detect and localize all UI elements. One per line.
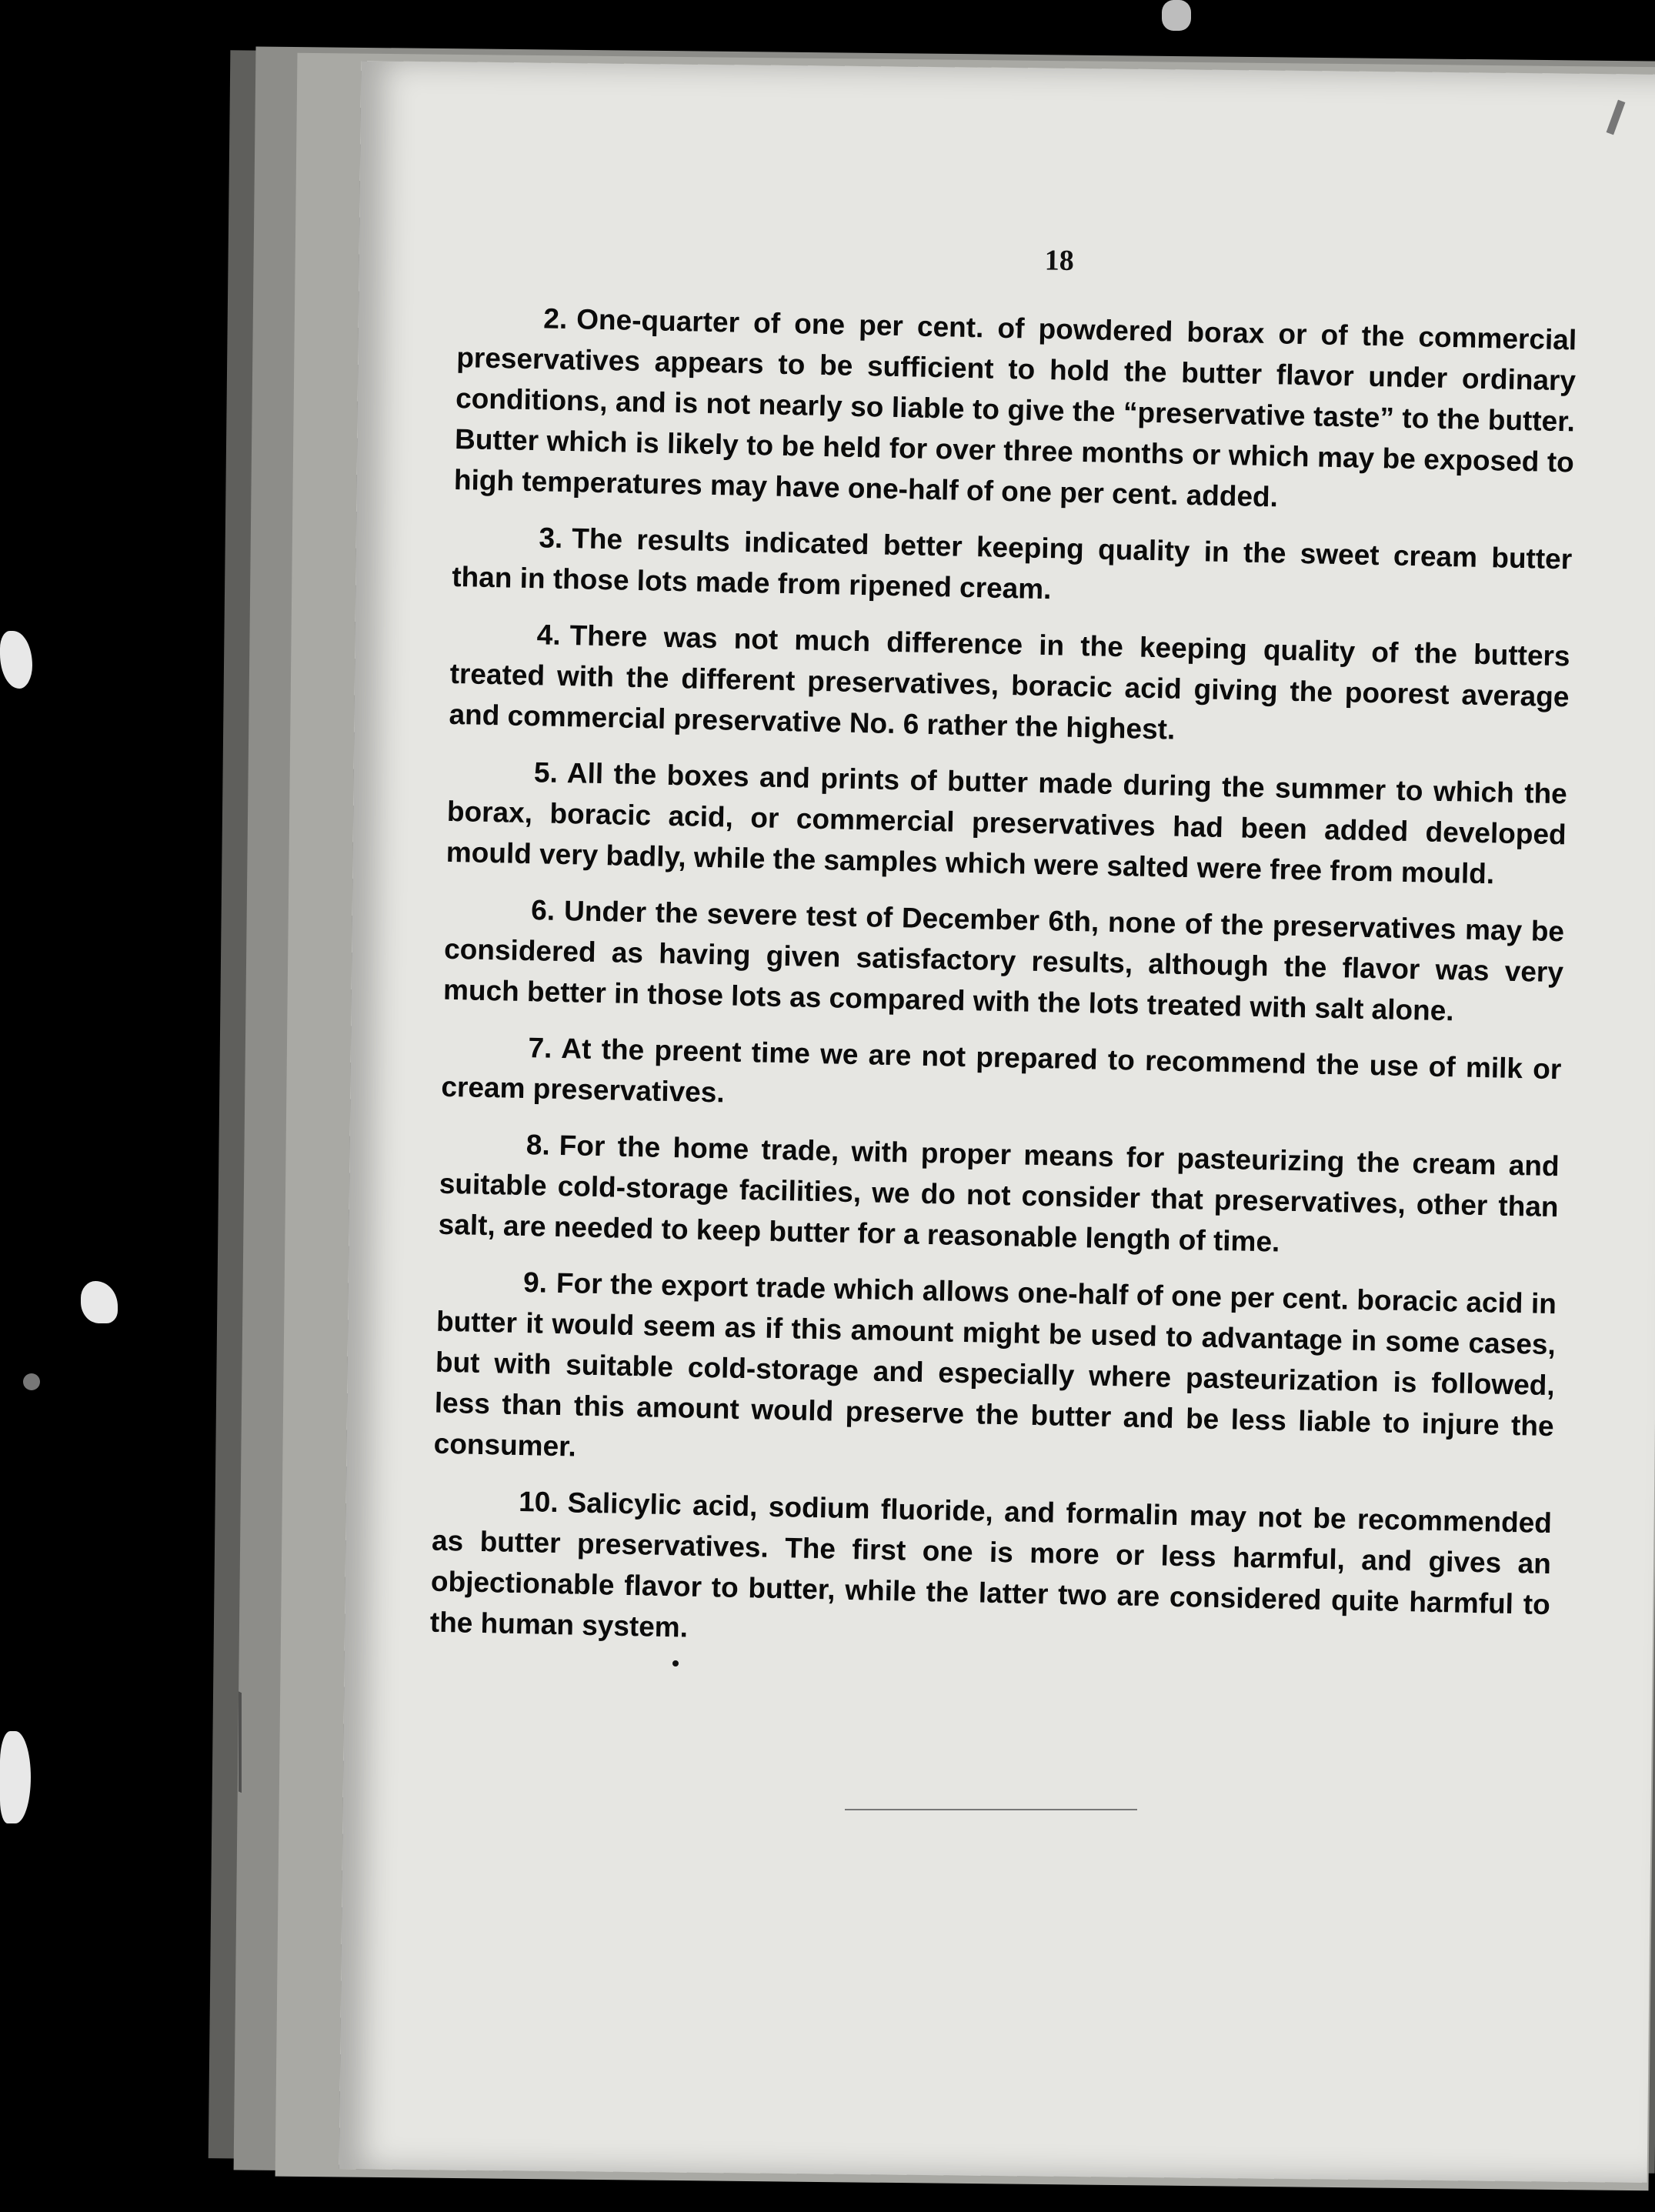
paragraph-text: For the home trade, with proper means for pasteurizing the cream and suitable cold-storage facilities, we do not consider that preservatives, other than salt, are needed to keep butter for a reasonable length of time.	[438, 1129, 1560, 1258]
item-number: 5.	[533, 756, 559, 789]
item-number: 8.	[526, 1129, 551, 1161]
page-number: 18	[1044, 244, 1074, 277]
item-number: 4.	[536, 619, 562, 651]
paragraph-4	[449, 612, 1570, 758]
paragraph-text: There was not much difference in the keeping quality of the butters treated with the different preservatives, boracic acid giving the poorest average and commercial preservative No. 6 rather the highest.	[449, 619, 1570, 746]
end-dot	[672, 1660, 679, 1667]
paragraph-text: The results indicated better keeping quality in the sweet cream butter than in those lots made from ripened cream.	[451, 522, 1573, 606]
paragraph-7	[441, 1026, 1562, 1130]
item-number: 9.	[522, 1266, 548, 1299]
page-body	[429, 296, 1577, 1681]
item-number: 3.	[539, 522, 563, 554]
paragraph-text: All the boxes and prints of butter made during the summer to which the borax, boracic acid, or commercial preservatives had been added developed mould very badly, while the samples which were salted were free from mould.	[445, 757, 1568, 890]
item-number: 6.	[530, 894, 556, 926]
paragraph-6	[443, 888, 1565, 1033]
paragraph-3	[452, 515, 1573, 620]
scan-artifact	[0, 1731, 31, 1823]
paragraph-text: One-quarter of one per cent. of powdered borax or of the commercial preservatives appears to be sufficient to hold the butter flavor under ordinary conditions, and is not nearly so liable to give the “preservative taste” to the butter. Butter which is likely to be held for over three months or which may be exposed to high temperatures may have one-half of one per cent. added.	[453, 303, 1577, 513]
paragraph-5	[445, 750, 1567, 896]
item-number: 10.	[518, 1486, 559, 1519]
paragraph-10	[429, 1480, 1552, 1666]
scan-artifact	[23, 1373, 40, 1390]
item-number: 7.	[528, 1032, 552, 1064]
paragraph-text: Salicylic acid, sodium fluoride, and formalin may not be recommended as butter preservatives. The first one is more or less harmful, and gives an objectionable flavor to butter, while the latter two are considered quite harmful to the human system.	[429, 1486, 1553, 1643]
paragraph-9	[433, 1260, 1557, 1487]
scan-artifact	[0, 631, 32, 689]
paragraph-text: Under the severe test of December 6th, none of the preservatives may be considered as having given satisfactory results, although the flavor was very much better in those lots as compared with the lots treated with salt alone.	[442, 895, 1565, 1027]
paragraph-text: At the preent time we are not prepared to recommend the use of milk or cream preservatives.	[441, 1033, 1562, 1109]
item-number: 2.	[542, 302, 568, 335]
paragraph-8	[438, 1123, 1560, 1268]
paragraph-2	[453, 296, 1577, 523]
paragraph-text: For the export trade which allows one-half of one per cent. boracic acid in butter it would seem as if this amount might be used to advantage in some cases, but with suitable cold-storage and especially where pasteurization is followed, less than this amount would preserve the butter and be less liable to injure the consumer.	[433, 1266, 1557, 1463]
end-rule	[845, 1809, 1137, 1810]
binding-mark	[208, 1677, 242, 1793]
scan-artifact	[81, 1281, 118, 1323]
scan-artifact	[1162, 0, 1191, 31]
